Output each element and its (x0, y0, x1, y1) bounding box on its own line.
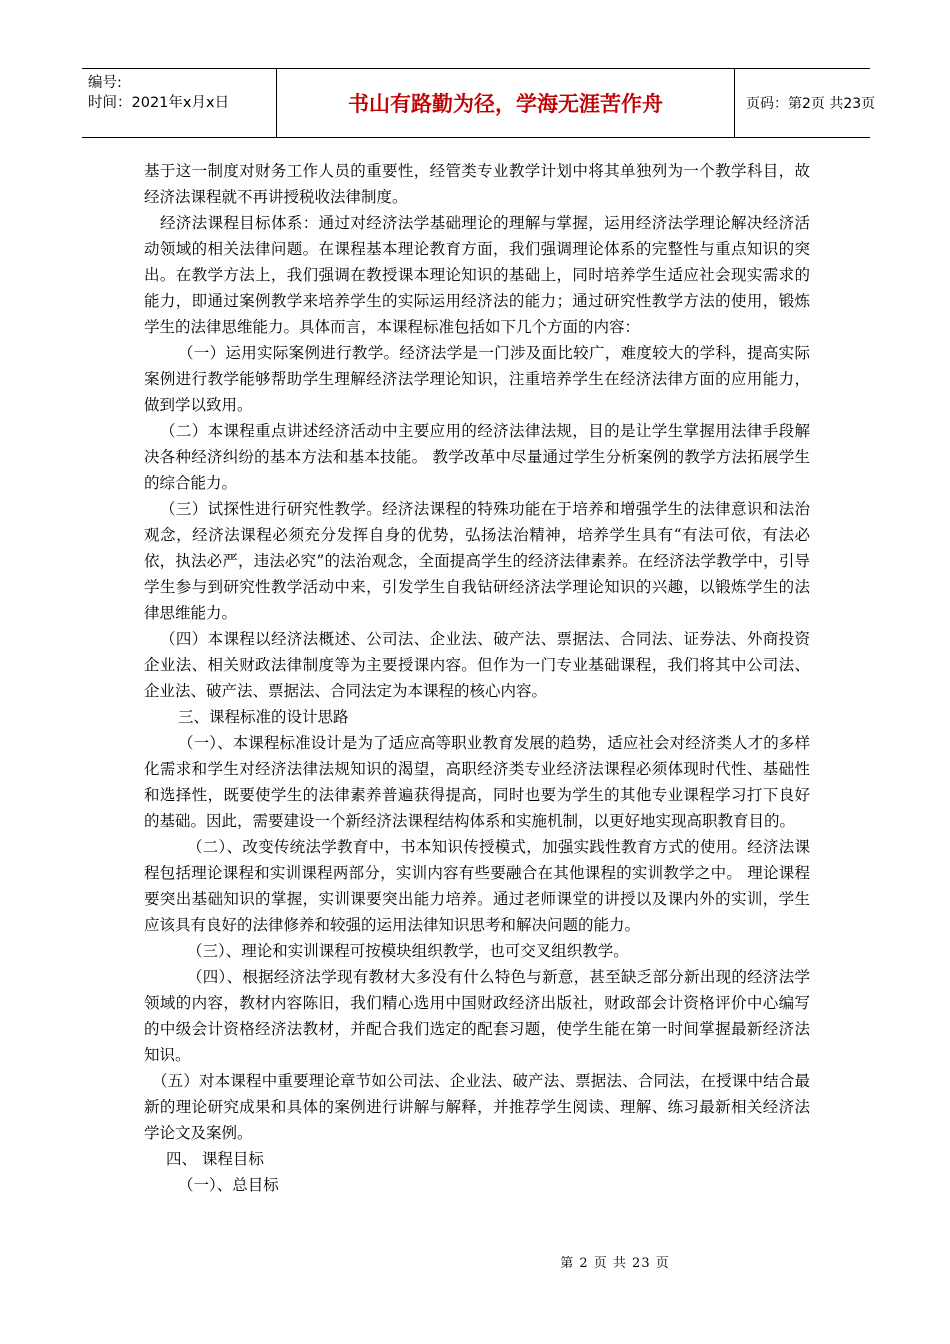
list-item: （二）、改变传统法学教育中，书本知识传授模式，加强实践性教育方式的使用。经济法课程包括理论课程和实训课程两部分，实训内容有些要融合在其他课程的实训教学之中。 理论课程要突出基础知识的掌握，实训课要突出能力培养。通过老师课堂的讲授以及课内外的实训，学生应该具有良好的法律修养和较强的运用法律知识思考和解决问题的能力。 (144, 838, 810, 934)
header-meta (82, 69, 277, 137)
list-item: （四）本课程以经济法概述、公司法、企业法、破产法、票据法、合同法、证券法、外商投资企业法、相关财政法律制度等为主要授课内容。但作为一门专业基础课程，我们将其中公司法、企业法、破产法、票据法、合同法定为本课程的核心内容。 (144, 630, 810, 700)
document-number-label: 编号: (88, 75, 122, 91)
header-page-number: 页码：第2页 共23页 (746, 96, 876, 112)
document-date: 时间：2021年x月x日 (88, 95, 230, 111)
paragraph: 基于这一制度对财务工作人员的重要性，经管类专业教学计划中将其单独列为一个教学科目，故经济法课程就不再讲授税收法律制度。 (144, 162, 810, 206)
list-item: （五）对本课程中重要理论章节如公司法、企业法、破产法、票据法、合同法，在授课中结合最新的理论研究成果和具体的案例进行讲解与解释，并推荐学生阅读、理解、练习最新相关经济法学论文及案例。 (144, 1072, 810, 1142)
list-item: （三）试探性进行研究性教学。经济法课程的特殊功能在于培养和增强学生的法律意识和法治观念，经济法课程必须充分发挥自身的优势，弘扬法治精神，培养学生具有“有法可依，有法必依，执法必严，违法必究”的法治观念，全面提高学生的经济法律素养。在经济法学教学中，引导学生参与到研究性教学活动中来，引发学生自我钻研经济法学理论知识的兴趣，以锻炼学生的法律思维能力。 (144, 500, 810, 622)
page-header (82, 68, 876, 138)
list-item: （四）、根据经济法学现有教材大多没有什么特色与新意，甚至缺乏部分新出现的经济法学领域的内容，教材内容陈旧，我们精心选用中国财政经济出版社，财政部会计资格评价中心编写的中级会计资格经济法教材，并配合我们选定的配套习题，使学生能在第一时间掌握最新经济法知识。 (144, 968, 810, 1064)
section-heading: 三、课程标准的设计思路 (178, 708, 349, 726)
list-item: （三）、理论和实训课程可按模块组织教学，也可交叉组织教学。 (187, 942, 629, 960)
subsection-heading: （一）、总目标 (178, 1176, 279, 1194)
page-footer: 第 2 页 共 23 页 (560, 1256, 670, 1271)
header-motto: 书山有路勤为径，学海无涯苦作舟 (277, 69, 735, 137)
list-item: （二）本课程重点讲述经济活动中主要应用的经济法律法规，目的是让学生掌握用法律手段解决各种经济纠纷的基本方法和基本技能。 教学改革中尽量通过学生分析案例的教学方法拓展学生的综合能力。 (144, 422, 810, 492)
list-item: （一）、本课程标准设计是为了适应高等职业教育发展的趋势，适应社会对经济类人才的多样化需求和学生对经济法律法规知识的渴望，高职经济类专业经济法课程必须体现时代性、基础性和选择性，既要使学生的法律素养普遍获得提高，同时也要为学生的其他专业课程学习打下良好的基础。因此，需要建设一个新经济法课程结构体系和实施机制，以更好地实现高职教育目的。 (144, 734, 810, 830)
document-body (144, 158, 810, 1198)
list-item: （一）运用实际案例进行教学。经济法学是一门涉及面比较广，难度较大的学科，提高实际案例进行教学能够帮助学生理解经济法学理论知识，注重培养学生在经济法律方面的应用能力，做到学以致用。 (144, 344, 810, 414)
section-heading: 四、 课程目标 (166, 1150, 264, 1168)
paragraph: 经济法课程目标体系：通过对经济法学基础理论的理解与掌握，运用经济法学理论解决经济活动领域的相关法律问题。在课程基本理论教育方面，我们强调理论体系的完整性与重点知识的突出。在教学方法上，我们强调在教授课本理论知识的基础上，同时培养学生适应社会现实需求的能力，即通过案例教学来培养学生的实际运用经济法的能力；通过研究性教学方法的使用，锻炼学生的法律思维能力。具体而言，本课程标准包括如下几个方面的内容： (144, 214, 810, 336)
